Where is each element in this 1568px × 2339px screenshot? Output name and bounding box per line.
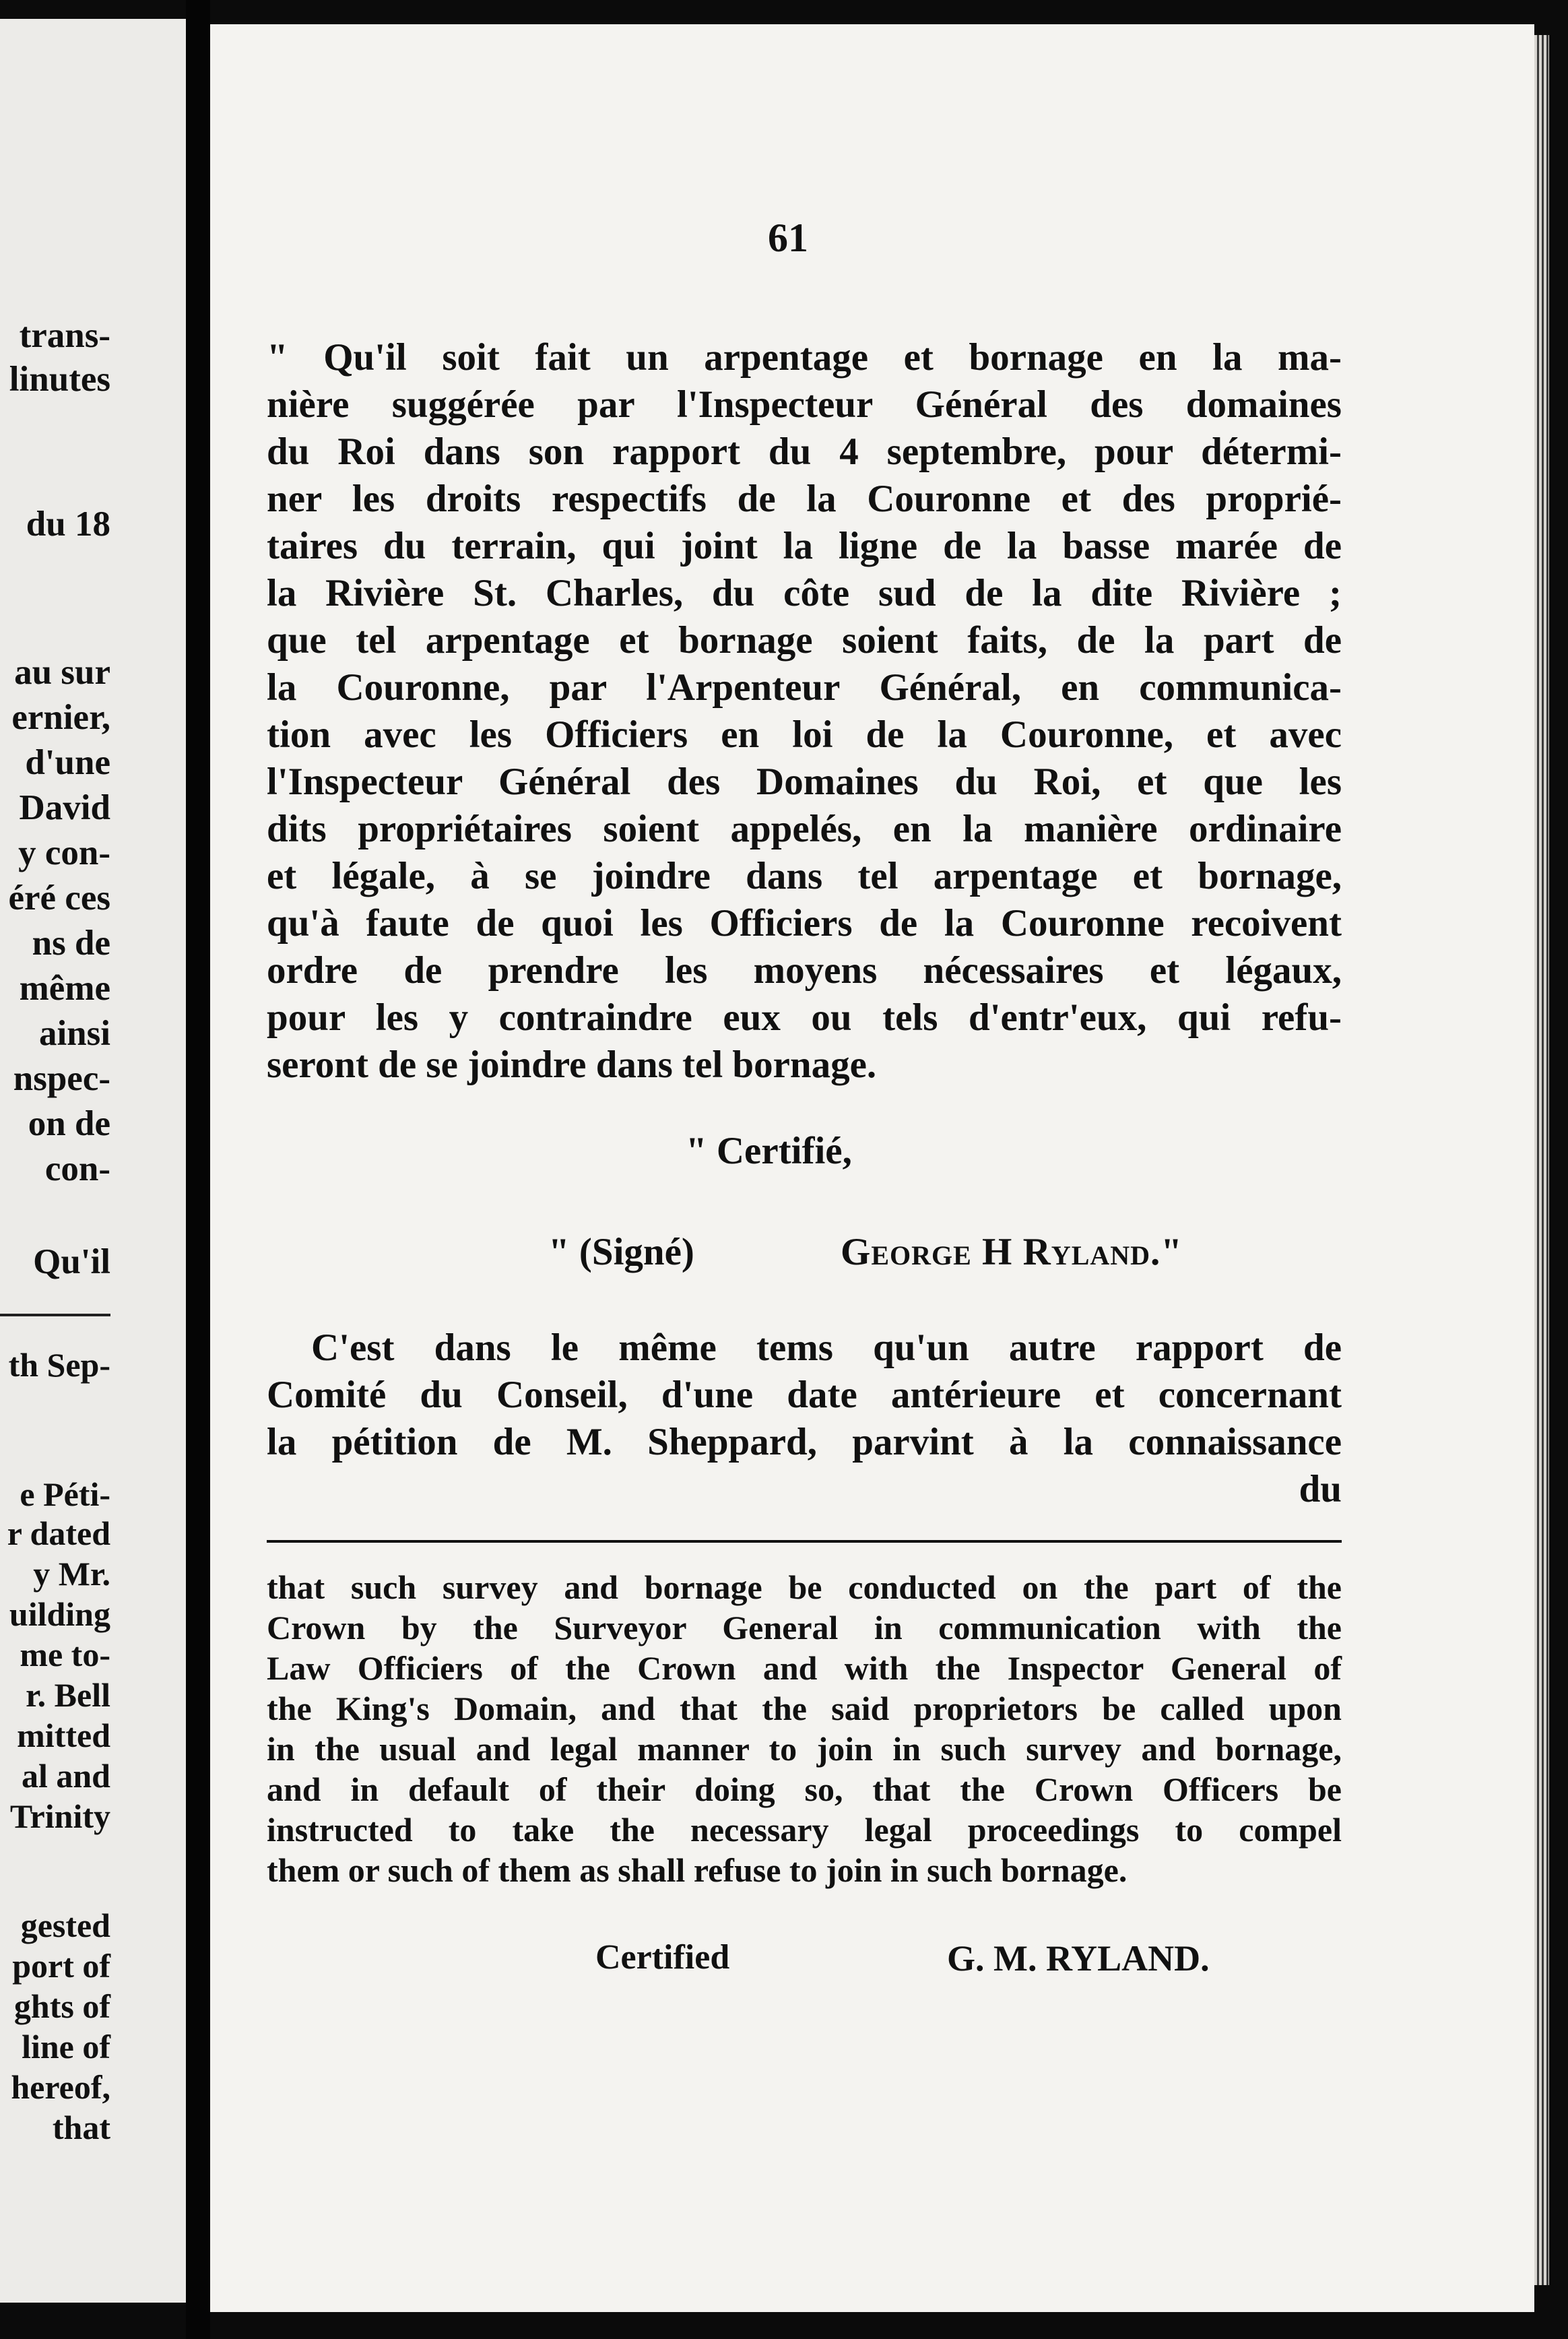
left-footnote-line: me to- xyxy=(20,1636,110,1673)
left-footnote-line: y Mr. xyxy=(33,1555,110,1593)
certifie-line: " Certifié, xyxy=(686,1130,852,1172)
text-line: ner les droits respectifs de la Couronne et des proprié- xyxy=(267,478,1342,520)
left-line: nspec- xyxy=(13,1059,110,1098)
left-line: d'une xyxy=(25,743,110,782)
text-line: du Roi dans son rapport du 4 septembre, pour détermi- xyxy=(267,430,1342,473)
left-footnote-line: th Sep- xyxy=(8,1346,110,1384)
previous-page xyxy=(0,19,186,2303)
text-line: Comité du Conseil, d'une date antérieure et concernant xyxy=(267,1374,1342,1416)
text-line: taires du terrain, qui joint la ligne de la basse marée de xyxy=(267,525,1342,567)
left-line: linutes xyxy=(9,360,110,399)
text-line: et légale, à se joindre dans tel arpentage et bornage, xyxy=(267,855,1342,897)
left-footnote-line: ghts of xyxy=(13,1987,110,2025)
text-line: seront de se joindre dans tel bornage. xyxy=(267,1044,877,1086)
left-line: y con- xyxy=(18,833,110,872)
left-footnote-line: Trinity xyxy=(9,1797,110,1835)
left-line: Qu'il xyxy=(33,1242,110,1281)
text-line: ordre de prendre les moyens nécessaires et légaux, xyxy=(267,949,1342,992)
text-line: C'est dans le même tems qu'un autre rapport de xyxy=(311,1326,1342,1369)
left-line: ns de xyxy=(32,924,110,963)
left-footnote-line: al and xyxy=(21,1757,110,1795)
footnote-line: that such survey and bornage be conducted on the part of the xyxy=(267,1568,1342,1606)
footnote-line: and in default of their doing so, that the Crown Officers be xyxy=(267,1770,1342,1808)
left-line: David xyxy=(19,788,110,827)
left-line: du 18 xyxy=(26,505,110,544)
footnote-certified: Certified xyxy=(595,1938,730,1977)
text-line: la Rivière St. Charles, du côte sud de la dite Rivière ; xyxy=(267,572,1342,614)
left-footnote-line: hereof, xyxy=(11,2068,110,2106)
left-footnote-line: line of xyxy=(22,2028,110,2065)
left-footnote-line: r dated xyxy=(7,1514,110,1552)
page-number: 61 xyxy=(768,216,808,260)
left-line: ernier, xyxy=(11,698,110,737)
footnote-signatory: G. M. RYLAND. xyxy=(947,1938,1210,1979)
left-line: au sur xyxy=(14,653,110,692)
book-gutter xyxy=(186,0,210,2339)
left-line: même xyxy=(19,969,110,1008)
text-line: dits propriétaires soient appelés, en la manière ordinaire xyxy=(267,808,1342,850)
left-line: trans- xyxy=(19,316,110,355)
left-footnote-line: mitted xyxy=(17,1717,110,1754)
text-line: qu'à faute de quoi les Officiers de la Couronne recoivent xyxy=(267,902,1342,944)
left-page-rule xyxy=(0,1314,110,1316)
book-page xyxy=(210,24,1534,2312)
text-line: que tel arpentage et bornage soient faits, de la part de xyxy=(267,619,1342,662)
text-line: nière suggérée par l'Inspecteur Général des domaines xyxy=(267,383,1342,426)
text-line: la Couronne, par l'Arpenteur Général, en communica- xyxy=(267,666,1342,709)
text-line: tion avec les Officiers en loi de la Couronne, et avec xyxy=(267,713,1342,756)
catchword: du xyxy=(1299,1468,1342,1510)
footnote-line: the King's Domain, and that the said proprietors be called upon xyxy=(267,1690,1342,1727)
left-line: con- xyxy=(44,1149,110,1188)
text-line: " Qu'il soit fait un arpentage et bornage en la ma- xyxy=(267,336,1342,379)
footnote-line: Crown by the Surveyor General in communication with the xyxy=(267,1609,1342,1646)
signe-label: " (Signé) xyxy=(548,1231,694,1273)
left-footnote-line: gested xyxy=(20,1907,110,1944)
left-footnote-line: uilding xyxy=(9,1595,110,1633)
left-footnote-line: r. Bell xyxy=(26,1676,110,1714)
left-footnote-line: that xyxy=(52,2109,110,2146)
left-line: on de xyxy=(28,1104,110,1143)
left-line: éré ces xyxy=(8,878,110,918)
footnote-line: instructed to take the necessary legal proceedings to compel xyxy=(267,1811,1342,1849)
text-line: l'Inspecteur Général des Domaines du Roi, et que les xyxy=(267,761,1342,803)
signatory-name: George H Ryland." xyxy=(841,1231,1183,1273)
left-footnote-line: port of xyxy=(12,1947,110,1985)
left-footnote-line: e Péti- xyxy=(20,1475,110,1513)
footnote-rule xyxy=(267,1540,1342,1543)
footnote-line: Law Officiers of the Crown and with the Inspector General of xyxy=(267,1649,1342,1687)
left-line: ainsi xyxy=(38,1014,110,1053)
text-line: pour les y contraindre eux ou tels d'entr'eux, qui refu- xyxy=(267,996,1342,1039)
text-line: la pétition de M. Sheppard, parvint à la connaissance xyxy=(267,1421,1342,1463)
footnote-line: in the usual and legal manner to join in such survey and bornage, xyxy=(267,1730,1342,1768)
footnote-line: them or such of them as shall refuse to join in such bornage. xyxy=(267,1851,1128,1889)
